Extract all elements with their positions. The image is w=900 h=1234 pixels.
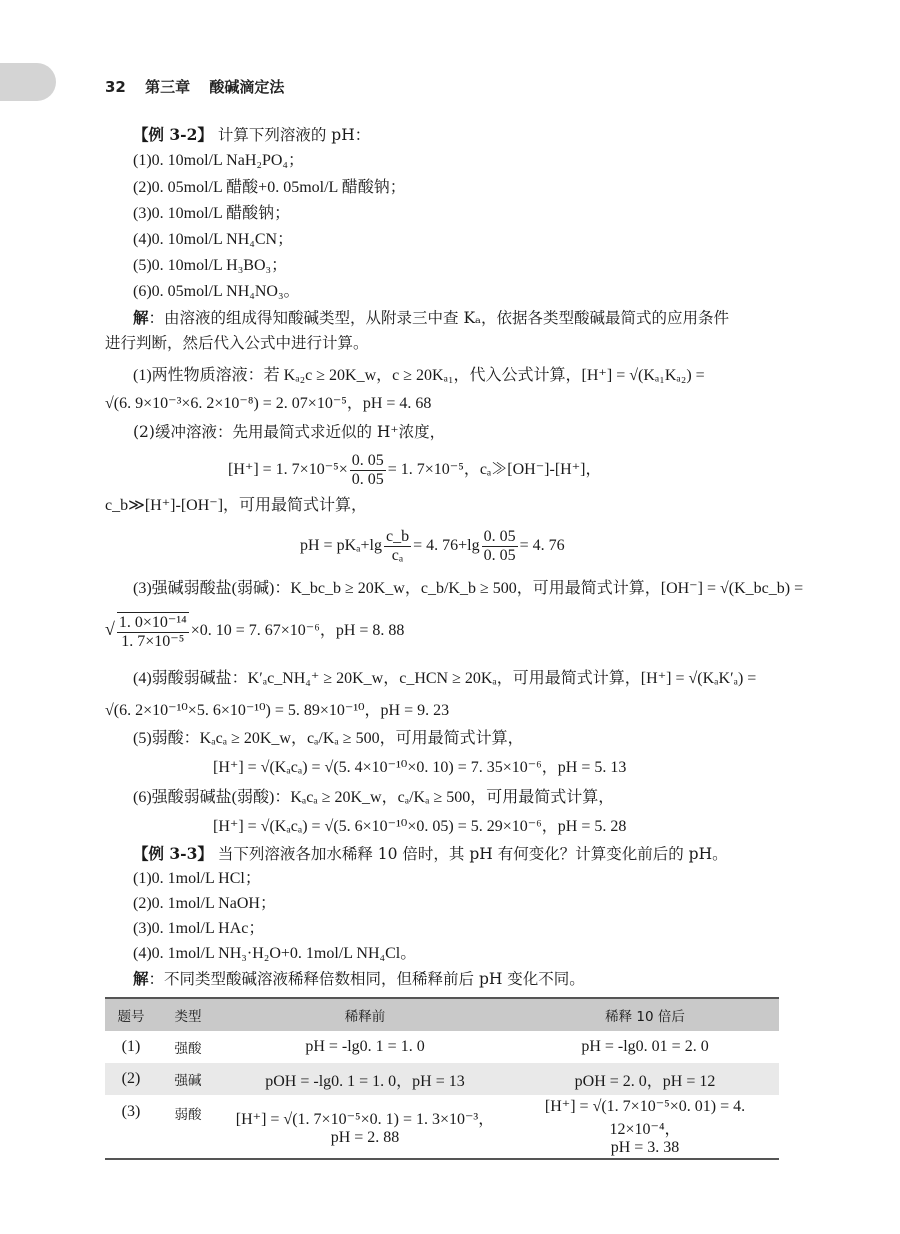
step-6-text: (6)强酸弱碱盐(弱酸)：Kₐcₐ ≥ 20K_w，cₐ/Kₐ ≥ 500，可用最简式计算， <box>133 789 615 806</box>
cell: (1) <box>121 1038 141 1055</box>
step-3-formula: √ $\frac{\text{1. 0×10⁻¹⁴}}{\text{1. 7×10⁻⁵}}$ ×0. 10 = 7. 67×10⁻⁶，pH = 8. 88 <box>105 614 405 650</box>
solution-paragraph-cont: 进行判断，然后代入公式中进行计算。 <box>105 334 369 352</box>
list-item: (1)0. 1mol/L HCl； <box>133 870 261 887</box>
step-5-formula: [H⁺] = √(Kₐcₐ) = √(5. 4×10⁻¹⁰×0. 10) = 7. 35×10⁻⁶，pH = 5. 13 <box>213 759 627 776</box>
cell: pH = -lg0. 01 = 2. 0 <box>581 1038 709 1055</box>
cell: 强碱 <box>174 1073 202 1089</box>
step-1-formula: √(6. 9×10⁻³×6. 2×10⁻⁸) = 2. 07×10⁻⁵，pH = 4. 68 <box>105 395 432 412</box>
step-2-formula: [H⁺] = 1. 7×10⁻⁵× $\frac{0. 05}{0. 05}$ = 1. 7×10⁻⁵，cₐ≫[OH⁻]-[H⁺]， <box>228 452 602 488</box>
table-row <box>105 1095 779 1159</box>
chapter-title: 酸碱滴定法 <box>209 78 285 96</box>
list-item: (5)0. 10mol/L H₃BO₃； <box>133 257 288 274</box>
step-6-formula: [H⁺] = √(Kₐcₐ) = √(5. 6×10⁻¹⁰×0. 05) = 5. 29×10⁻⁶，pH = 5. 28 <box>213 818 627 835</box>
step-4-formula: √(6. 2×10⁻¹⁰×5. 6×10⁻¹⁰) = 5. 89×10⁻¹⁰，pH = 9. 23 <box>105 702 450 719</box>
cell: 强酸 <box>174 1041 202 1057</box>
step-3-text: (3)强碱弱酸盐(弱碱)：K_bc_b ≥ 20K_w，c_b/K_b ≥ 500，可用最简式计算，[OH⁻] = √(K_bc_b) = <box>133 580 804 597</box>
list-item: (2)0. 1mol/L NaOH； <box>133 895 276 912</box>
list-item: (3)0. 1mol/L HAc； <box>133 920 265 937</box>
chapter-label: 第三章 <box>145 78 191 96</box>
step-1-text: (1)两性物质溶液：若 Kₐ₂c ≥ 20K_w，c ≥ 20Kₐ₁，代入公式计算，[H⁺] = √(Kₐ₁Kₐ₂) = <box>133 367 705 384</box>
col-header: 类型 <box>157 998 219 1031</box>
table-header-row <box>105 998 779 1031</box>
cell: (3) <box>105 1095 157 1159</box>
cell: (2) <box>121 1070 141 1087</box>
list-item: (4)0. 1mol/L NH₃·H₂O+0. 1mol/L NH₄Cl。 <box>133 945 417 962</box>
list-item: (1)0. 10mol/L NaH₂PO₄； <box>133 152 304 169</box>
col-header: 题号 <box>105 998 157 1031</box>
example-3-2-heading: 【例 3-2】 计算下列溶液的 pH： <box>133 125 371 144</box>
step-4-text: (4)弱酸弱碱盐：K′ₐc_NH₄⁺ ≥ 20K_w，c_HCN ≥ 20Kₐ，可用最简式计算，[H⁺] = √(KₐK′ₐ) = <box>133 670 757 687</box>
table-row <box>105 1031 779 1063</box>
step-2-text: (2)缓冲溶液：先用最简式求近似的 H⁺浓度， <box>133 423 446 441</box>
col-header: 稀释 10 倍后 <box>511 998 779 1031</box>
cell: pH = -lg0. 1 = 1. 0 <box>305 1038 425 1055</box>
page-tab-marker <box>0 63 56 101</box>
cell: 弱酸 <box>157 1095 219 1159</box>
fraction: $\frac{0. 05}{0. 05}$ <box>351 452 384 488</box>
solution-paragraph: 解：不同类型酸碱溶液稀释倍数相同，但稀释前后 pH 变化不同。 <box>133 969 585 988</box>
step-2-condition: c_b≫[H⁺]-[OH⁻]，可用最简式计算， <box>105 497 368 514</box>
col-header: 稀释前 <box>219 998 511 1031</box>
fraction: $\frac{\text{1. 0×10⁻¹⁴}}{\text{1. 7×10⁻⁵}}$ <box>118 614 187 650</box>
fraction: $\frac{c\_b}{\text{cₐ}}$ <box>385 528 410 564</box>
example-3-3-heading: 【例 3-3】 当下列溶液各加水稀释 10 倍时，其 pH 有何变化？计算变化前后的 pH。 <box>133 844 728 863</box>
table-row <box>105 1063 779 1095</box>
page-number: 32 <box>105 78 126 96</box>
cell: pOH = -lg0. 1 = 1. 0，pH = 13 <box>265 1072 465 1090</box>
list-item: (6)0. 05mol/L NH₄NO₃。 <box>133 283 300 300</box>
cell: [H⁺] = √(1. 7×10⁻⁵×0. 1) = 1. 3×10⁻³， pH = 2. 88 <box>219 1095 511 1159</box>
list-item: (4)0. 10mol/L NH₄CN； <box>133 231 294 248</box>
cell: pOH = 2. 0，pH = 12 <box>574 1072 716 1090</box>
step-2-ph-formula: pH = pKₐ+lg $\frac{c\_b}{\text{cₐ}}$ = 4. 76+lg $\frac{0. 05}{0. 05}$ = 4. 76 <box>300 528 565 564</box>
solution-paragraph: 解：由溶液的组成得知酸碱类型，从附录三中查 Kₐ，依据各类型酸碱最简式的应用条件 <box>133 308 730 327</box>
dilution-table <box>105 997 779 1160</box>
cell: [H⁺] = √(1. 7×10⁻⁵×0. 01) = 4. 12×10⁻⁴， pH = 3. 38 <box>511 1095 779 1159</box>
list-item: (3)0. 10mol/L 醋酸钠； <box>133 205 291 222</box>
list-item: (2)0. 05mol/L 醋酸+0. 05mol/L 醋酸钠； <box>133 179 406 196</box>
step-5-text: (5)弱酸：Kₐcₐ ≥ 20K_w，cₐ/Kₐ ≥ 500，可用最简式计算， <box>133 730 524 747</box>
fraction: $\frac{0. 05}{0. 05}$ <box>483 528 516 564</box>
page-header <box>105 76 284 97</box>
